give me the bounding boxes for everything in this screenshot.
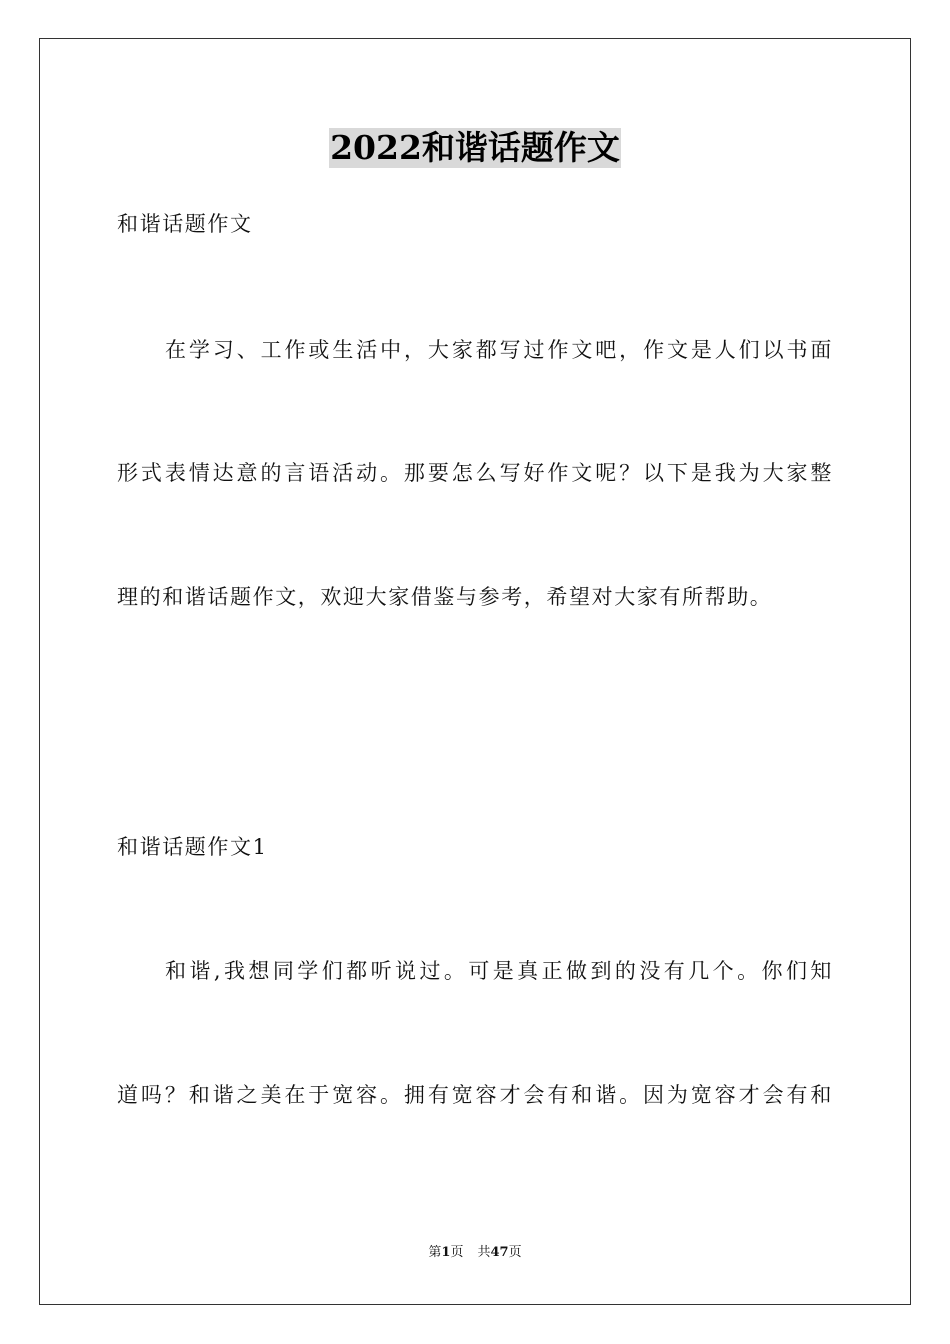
title-container [0, 128, 950, 168]
page-footer [0, 1245, 950, 1261]
intro-line-2: 形式表情达意的言语活动。那要怎么写好作文呢？以下是我为大家整 [117, 461, 833, 485]
intro-line-1: 在学习、工作或生活中，大家都写过作文吧，作文是人们以书面 [165, 338, 833, 362]
footer-page-number: 1 [441, 1245, 451, 1260]
document-subtitle: 和谐话题作文 [117, 212, 253, 236]
footer-total-prefix: 共 [477, 1245, 491, 1260]
section-line-1: 和谐,我想同学们都听说过。可是真正做到的没有几个。你们知 [165, 959, 833, 983]
intro-line-3: 理的和谐话题作文，欢迎大家借鉴与参考，希望对大家有所帮助。 [117, 585, 773, 609]
footer-page-suffix: 页 [450, 1245, 464, 1260]
section-heading: 和谐话题作文1 [117, 835, 268, 859]
footer-total-pages: 47 [490, 1245, 509, 1260]
footer-page-prefix: 第 [428, 1245, 442, 1260]
document-title: 2022和谐话题作文 [330, 128, 620, 167]
section-line-2: 道吗？和谐之美在于宽容。拥有宽容才会有和谐。因为宽容才会有和 [117, 1083, 833, 1107]
footer-total-suffix: 页 [508, 1245, 522, 1260]
